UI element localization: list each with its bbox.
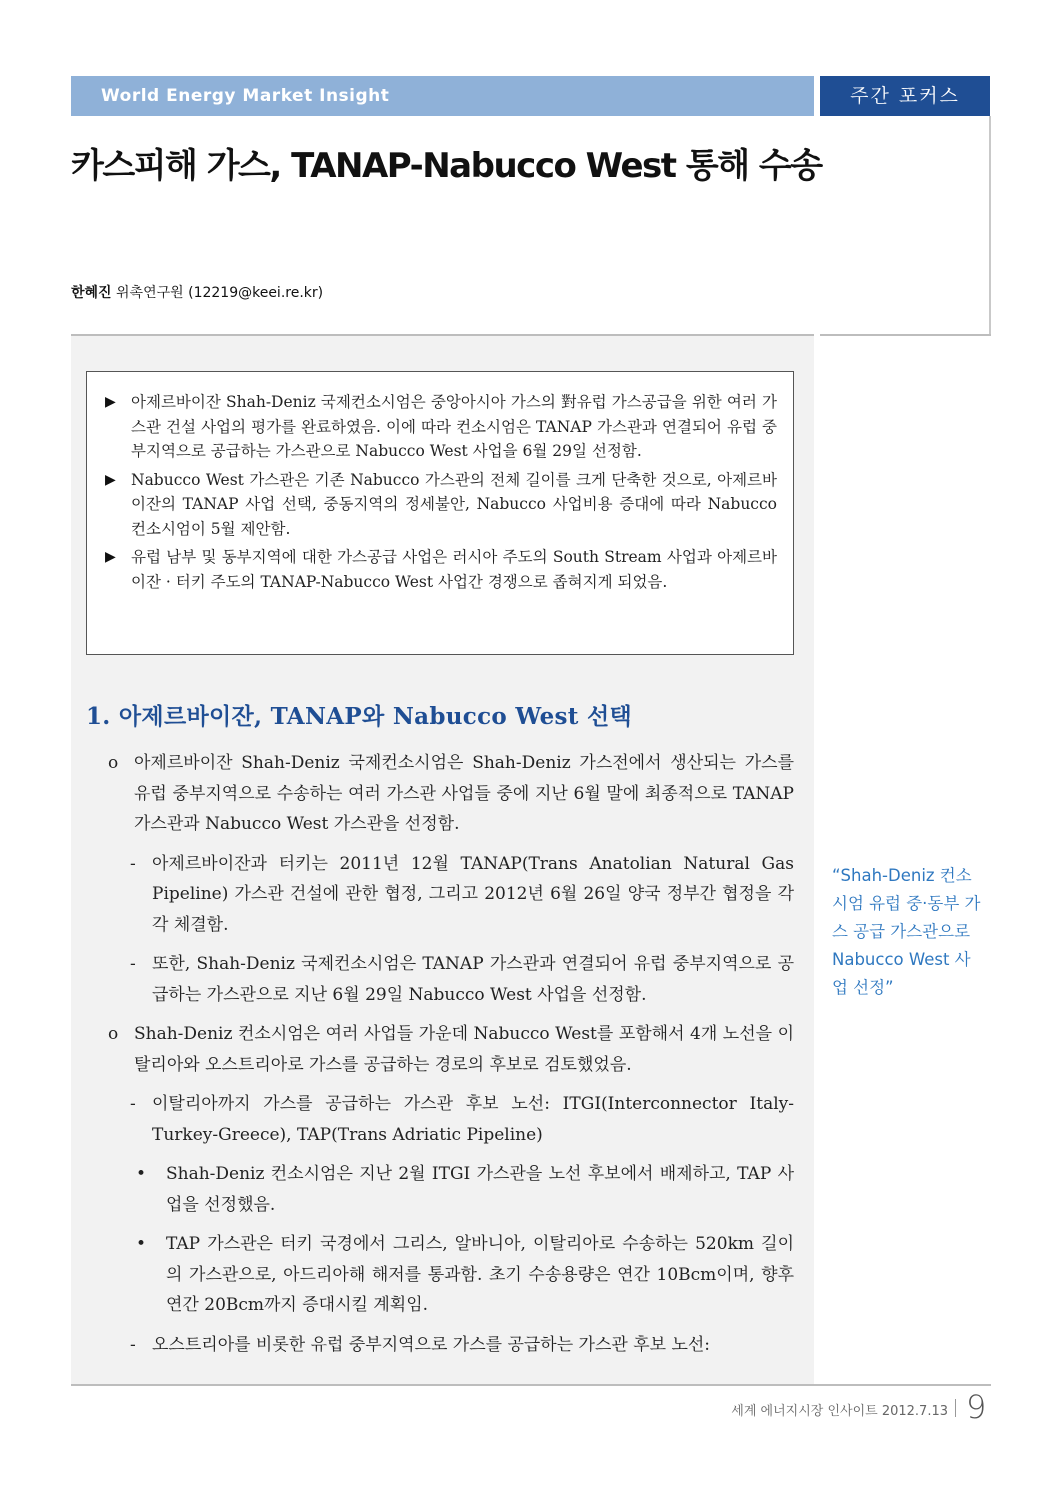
- dash-marker: -: [130, 853, 136, 874]
- paragraph: [106, 748, 794, 840]
- author-name: 한혜진: [71, 285, 112, 301]
- paragraph: [106, 949, 794, 1010]
- page-number: 9: [966, 1388, 987, 1426]
- triangle-bullet-icon: ▶: [105, 394, 116, 410]
- paragraph-text: Shah-Deniz 컨소시엄은 지난 2월 ITGI 가스관을 노선 후보에서 배제하고, TAP 사업을 선정했음.: [166, 1164, 794, 1215]
- paragraph: [106, 1159, 794, 1220]
- paragraph-text: Shah-Deniz 컨소시엄은 여러 사업들 가운데 Nabucco West를 포함해서 4개 노선을 이탈리아와 오스트리아로 가스를 공급하는 경로의 후보로 검토했었음.: [134, 1024, 794, 1075]
- paragraph-text: TAP 가스관은 터키 국경에서 그리스, 알바니아, 이탈리아로 수송하는 520km 길이의 가스관으로, 아드리아해 해저를 통과함. 초기 수송용량은 연간 10Bcm이며, 향후 연간 20Bcm까지 증대시킬 계획임.: [166, 1234, 794, 1315]
- summary-box: [86, 371, 794, 655]
- right-divider: [989, 116, 991, 336]
- summary-item: [105, 545, 777, 594]
- paragraph-text: 또한, Shah-Deniz 국제컨소시엄은 TANAP 가스관과 연결되어 유럽 중부지역으로 공급하는 가스관으로 지난 6월 29일 Nabucco West 사업을 선정함.: [152, 954, 794, 1005]
- paragraph-text: 오스트리아를 비롯한 유럽 중부지역으로 가스를 공급하는 가스관 후보 노선:: [152, 1334, 711, 1355]
- paragraph: [106, 849, 794, 941]
- divider-side: [820, 334, 991, 336]
- summary-text: 유럽 남부 및 동부지역에 대한 가스공급 사업은 러시아 주도의 South Stream 사업과 아제르바이잔 · 터키 주도의 TANAP-Nabucco West 사업간 경쟁으로 좁혀지게 되었음.: [131, 548, 777, 591]
- circle-marker: o: [108, 1024, 119, 1044]
- summary-text: 아제르바이잔 Shah-Deniz 국제컨소시엄은 중앙아시아 가스의 對유럽 가스공급을 위한 여러 가스관 건설 사업의 평가를 완료하였음. 이에 따라 컨소시엄은 TANAP 가스관과 연결되어 유럽 중부지역으로 공급하는 가스관으로 Nabucco West 사업을 6월 29일 선정함.: [131, 393, 777, 460]
- paragraph: [106, 1019, 794, 1080]
- section-tag: [820, 76, 990, 116]
- author-line: [71, 282, 323, 302]
- paragraph: [106, 1089, 794, 1150]
- dash-marker: -: [130, 1094, 136, 1114]
- article-title: 카스피해 가스, TANAP-Nabucco West 통해 수송: [71, 146, 822, 186]
- paragraph-text: 아제르바이잔 Shah-Deniz 국제컨소시엄은 Shah-Deniz 가스전에서 생산되는 가스를 유럽 중부지역으로 수송하는 여러 가스관 사업들 중에 지난 6월 말에 최종적으로 TANAP 가스관과 Nabucco West 가스관을 선정함.: [134, 753, 794, 834]
- summary-text: Nabucco West 가스관은 기존 Nabucco 가스관의 전체 길이를 크게 단축한 것으로, 아제르바이잔의 TANAP 사업 선택, 중동지역의 정세불안, Nabucco 사업비용 증대에 따라 Nabucco 컨소시엄이 5월 제안함.: [131, 470, 777, 538]
- series-header-bar: [71, 76, 814, 116]
- dot-marker: •: [136, 1234, 147, 1254]
- triangle-bullet-icon: ▶: [105, 471, 116, 488]
- section-heading: 1. 아제르바이잔, TANAP와 Nabucco West 선택: [86, 703, 633, 730]
- author-role: 위촉연구원 (12219@keei.re.kr): [116, 285, 324, 301]
- paragraph: [106, 1229, 794, 1321]
- dot-marker: •: [136, 1164, 147, 1184]
- section-tag-label: 주간 포커스: [850, 85, 960, 107]
- summary-item: [105, 468, 777, 542]
- paragraph-text: 이탈리아까지 가스를 공급하는 가스관 후보 노선: ITGI(Interconnector Italy-Turkey-Greece), TAP(Trans Adriatic Pipeline): [152, 1094, 794, 1145]
- pull-quote: “Shah-Deniz 컨소시엄 유럽 중·동부 가스 공급 가스관으로 Nabucco West 사업 선정”: [832, 866, 981, 997]
- footer-publication: 세계 에너지시장 인사이트 2012.7.13: [731, 1404, 948, 1419]
- footer-separator: [955, 1399, 956, 1417]
- paragraph: [106, 1330, 794, 1361]
- paragraph-text: 아제르바이잔과 터키는 2011년 12월 TANAP(Trans Anatolian Natural Gas Pipeline) 가스관 건설에 관한 협정, 그리고 2012년 6월 26일 양국 정부간 협정을 각각 체결함.: [152, 853, 794, 935]
- series-title: World Energy Market Insight: [101, 86, 390, 106]
- footer-divider: [71, 1384, 991, 1386]
- body-text: [106, 748, 794, 1369]
- dash-marker: -: [130, 954, 136, 974]
- summary-item: [105, 390, 777, 464]
- triangle-bullet-icon: ▶: [105, 549, 116, 565]
- dash-marker: -: [130, 1334, 136, 1355]
- circle-marker: o: [108, 753, 119, 773]
